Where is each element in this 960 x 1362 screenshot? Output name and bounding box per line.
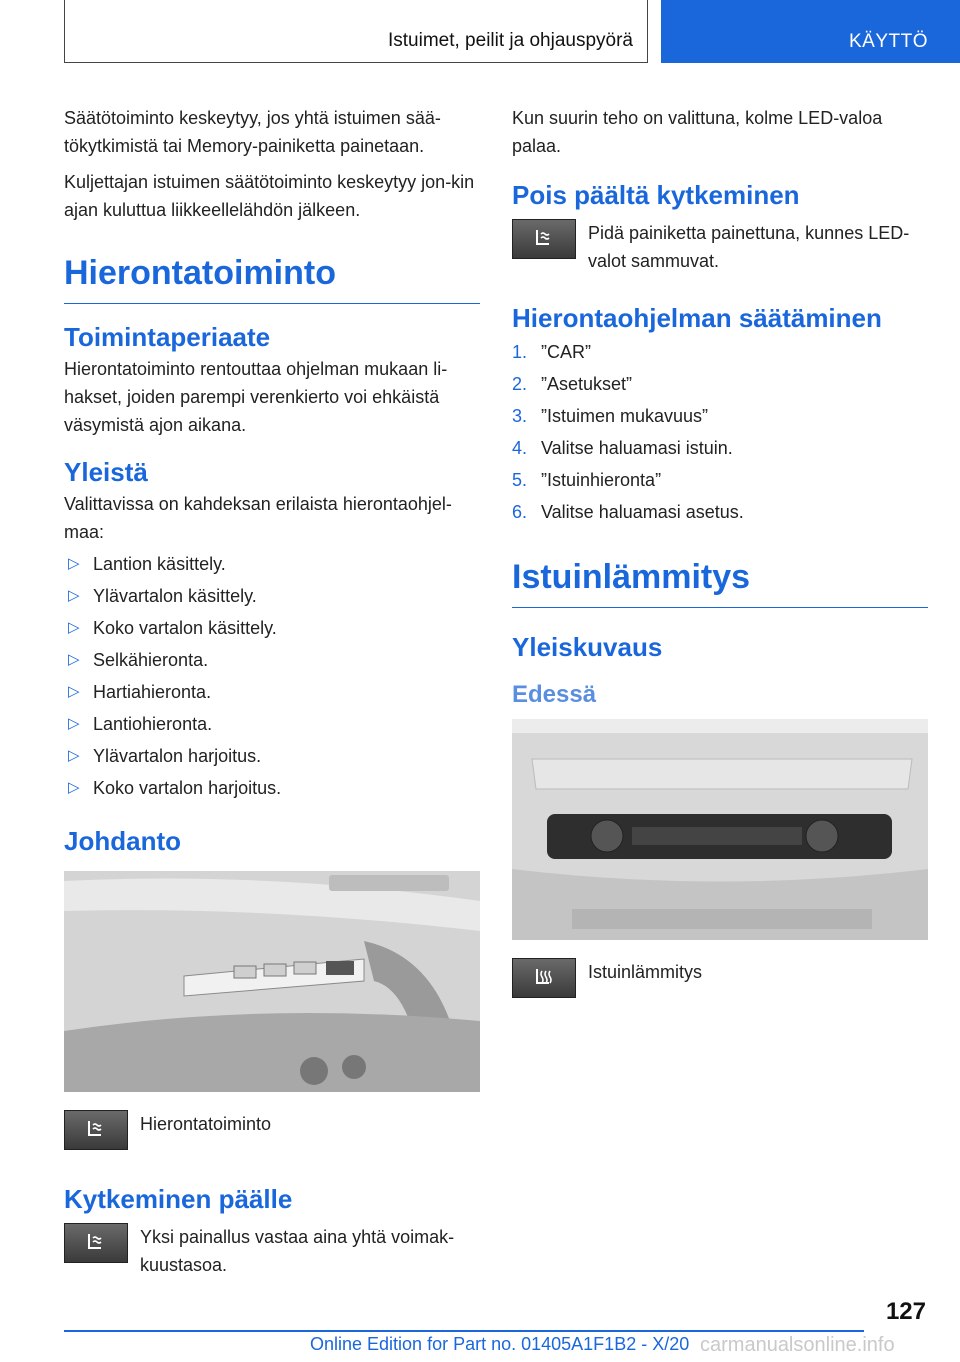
massage-heading: Hierontatoiminto xyxy=(64,254,480,304)
list-item: 5. ”Istuinhieronta” xyxy=(512,470,662,490)
intro-paragraph-2: Kuljettajan istuimen säätötoiminto keskeytyy jon-kin ajan kuluttua liikkeellelähdön jälkeen. xyxy=(64,172,475,220)
seat-heating-heading: Istuinlämmitys xyxy=(512,558,928,608)
seat-heating-caption: Istuinlämmitys xyxy=(588,962,703,982)
list-item: ▷ Ylävartalon käsittely. xyxy=(64,580,480,612)
overview-heading: Yleiskuvaus xyxy=(512,632,663,662)
intro-heading: Johdanto xyxy=(64,826,181,856)
list-item: ▷ Koko vartalon harjoitus. xyxy=(64,772,480,804)
door-panel-photo xyxy=(64,871,480,1092)
switch-on-text: Yksi painallus vastaa aina yhtä voimak-kuustasoa. xyxy=(140,1227,455,1275)
massage-icon-row xyxy=(64,1110,480,1150)
adjust-heading: Hierontaohjelman säätäminen xyxy=(512,303,882,333)
general-text: Valittavissa on kahdeksan erilaista hierontaohjel-maa: xyxy=(64,494,452,542)
list-item: ▷ Selkähieronta. xyxy=(64,644,480,676)
header-section-box xyxy=(64,0,648,63)
intro-paragraph-1: Säätötoiminto keskeytyy, jos yhtä istuimen sää-tökytkimistä tai Memory-painiketta painetaan. xyxy=(64,108,441,156)
bullet-triangle-icon: ▷ xyxy=(68,587,80,604)
bullet-triangle-icon: ▷ xyxy=(68,747,80,764)
bullet-triangle-icon: ▷ xyxy=(68,715,80,732)
seat-heating-icon xyxy=(512,958,576,998)
principle-heading: Toimintaperiaate xyxy=(64,322,271,352)
front-heading: Edessä xyxy=(512,681,597,708)
switch-on-row xyxy=(64,1223,480,1279)
list-item: 4. Valitse haluamasi istuin. xyxy=(512,438,733,458)
page-number: 127 xyxy=(885,1298,926,1325)
bullet-triangle-icon: ▷ xyxy=(68,619,80,636)
seat-heating-icon-row xyxy=(512,958,928,998)
bullet-triangle-icon: ▷ xyxy=(68,779,80,796)
massage-icon xyxy=(64,1110,128,1150)
switch-off-heading: Pois päältä kytkeminen xyxy=(512,180,800,210)
header-section-title: Istuimet, peilit ja ohjauspyörä xyxy=(387,30,633,51)
footer-edition: Online Edition for Part no. 01405A1F1B2 - X/20 xyxy=(310,1334,690,1354)
list-item: ▷ Koko vartalon käsittely. xyxy=(64,612,480,644)
bullet-triangle-icon: ▷ xyxy=(68,651,80,668)
climate-panel-photo xyxy=(512,719,928,940)
bullet-triangle-icon: ▷ xyxy=(68,555,80,572)
list-item: 3. ”Istuimen mukavuus” xyxy=(512,406,709,426)
program-list xyxy=(64,548,480,804)
list-item: 6. Valitse haluamasi asetus. xyxy=(512,502,744,522)
header-chapter-title: KÄYTTÖ xyxy=(848,31,928,52)
switch-off-text: Pidä painiketta painettuna, kunnes LED-valot sammuvat. xyxy=(588,223,910,271)
left-column xyxy=(64,104,480,1279)
general-heading: Yleistä xyxy=(64,457,148,487)
list-item: 2. ”Asetukset” xyxy=(512,374,633,394)
massage-icon xyxy=(512,219,576,259)
switch-off-row xyxy=(512,219,928,275)
list-item: 1. ”CAR” xyxy=(512,342,591,362)
adjust-steps xyxy=(512,336,928,528)
list-item: ▷ Ylävartalon harjoitus. xyxy=(64,740,480,772)
switch-on-heading: Kytkeminen päälle xyxy=(64,1184,293,1214)
list-item: ▷ Lantiohieronta. xyxy=(64,708,480,740)
list-item: ▷ Lantion käsittely. xyxy=(64,548,480,580)
max-power-text: Kun suurin teho on valittuna, kolme LED-valoa palaa. xyxy=(512,108,883,156)
bullet-triangle-icon: ▷ xyxy=(68,683,80,700)
list-item: ▷ Hartiahieronta. xyxy=(64,676,480,708)
footer-watermark: carmanualsonline.info xyxy=(700,1334,895,1356)
right-column xyxy=(512,104,928,998)
footer-divider xyxy=(64,1330,864,1332)
header-chapter-tab xyxy=(661,0,960,63)
massage-icon-caption: Hierontatoiminto xyxy=(140,1114,272,1134)
massage-icon xyxy=(64,1223,128,1263)
principle-text: Hierontatoiminto rentouttaa ohjelman mukaan li-hakset, joiden parempi verenkierto voi ehkäistä väsymistä ajon aikana. xyxy=(64,359,448,435)
